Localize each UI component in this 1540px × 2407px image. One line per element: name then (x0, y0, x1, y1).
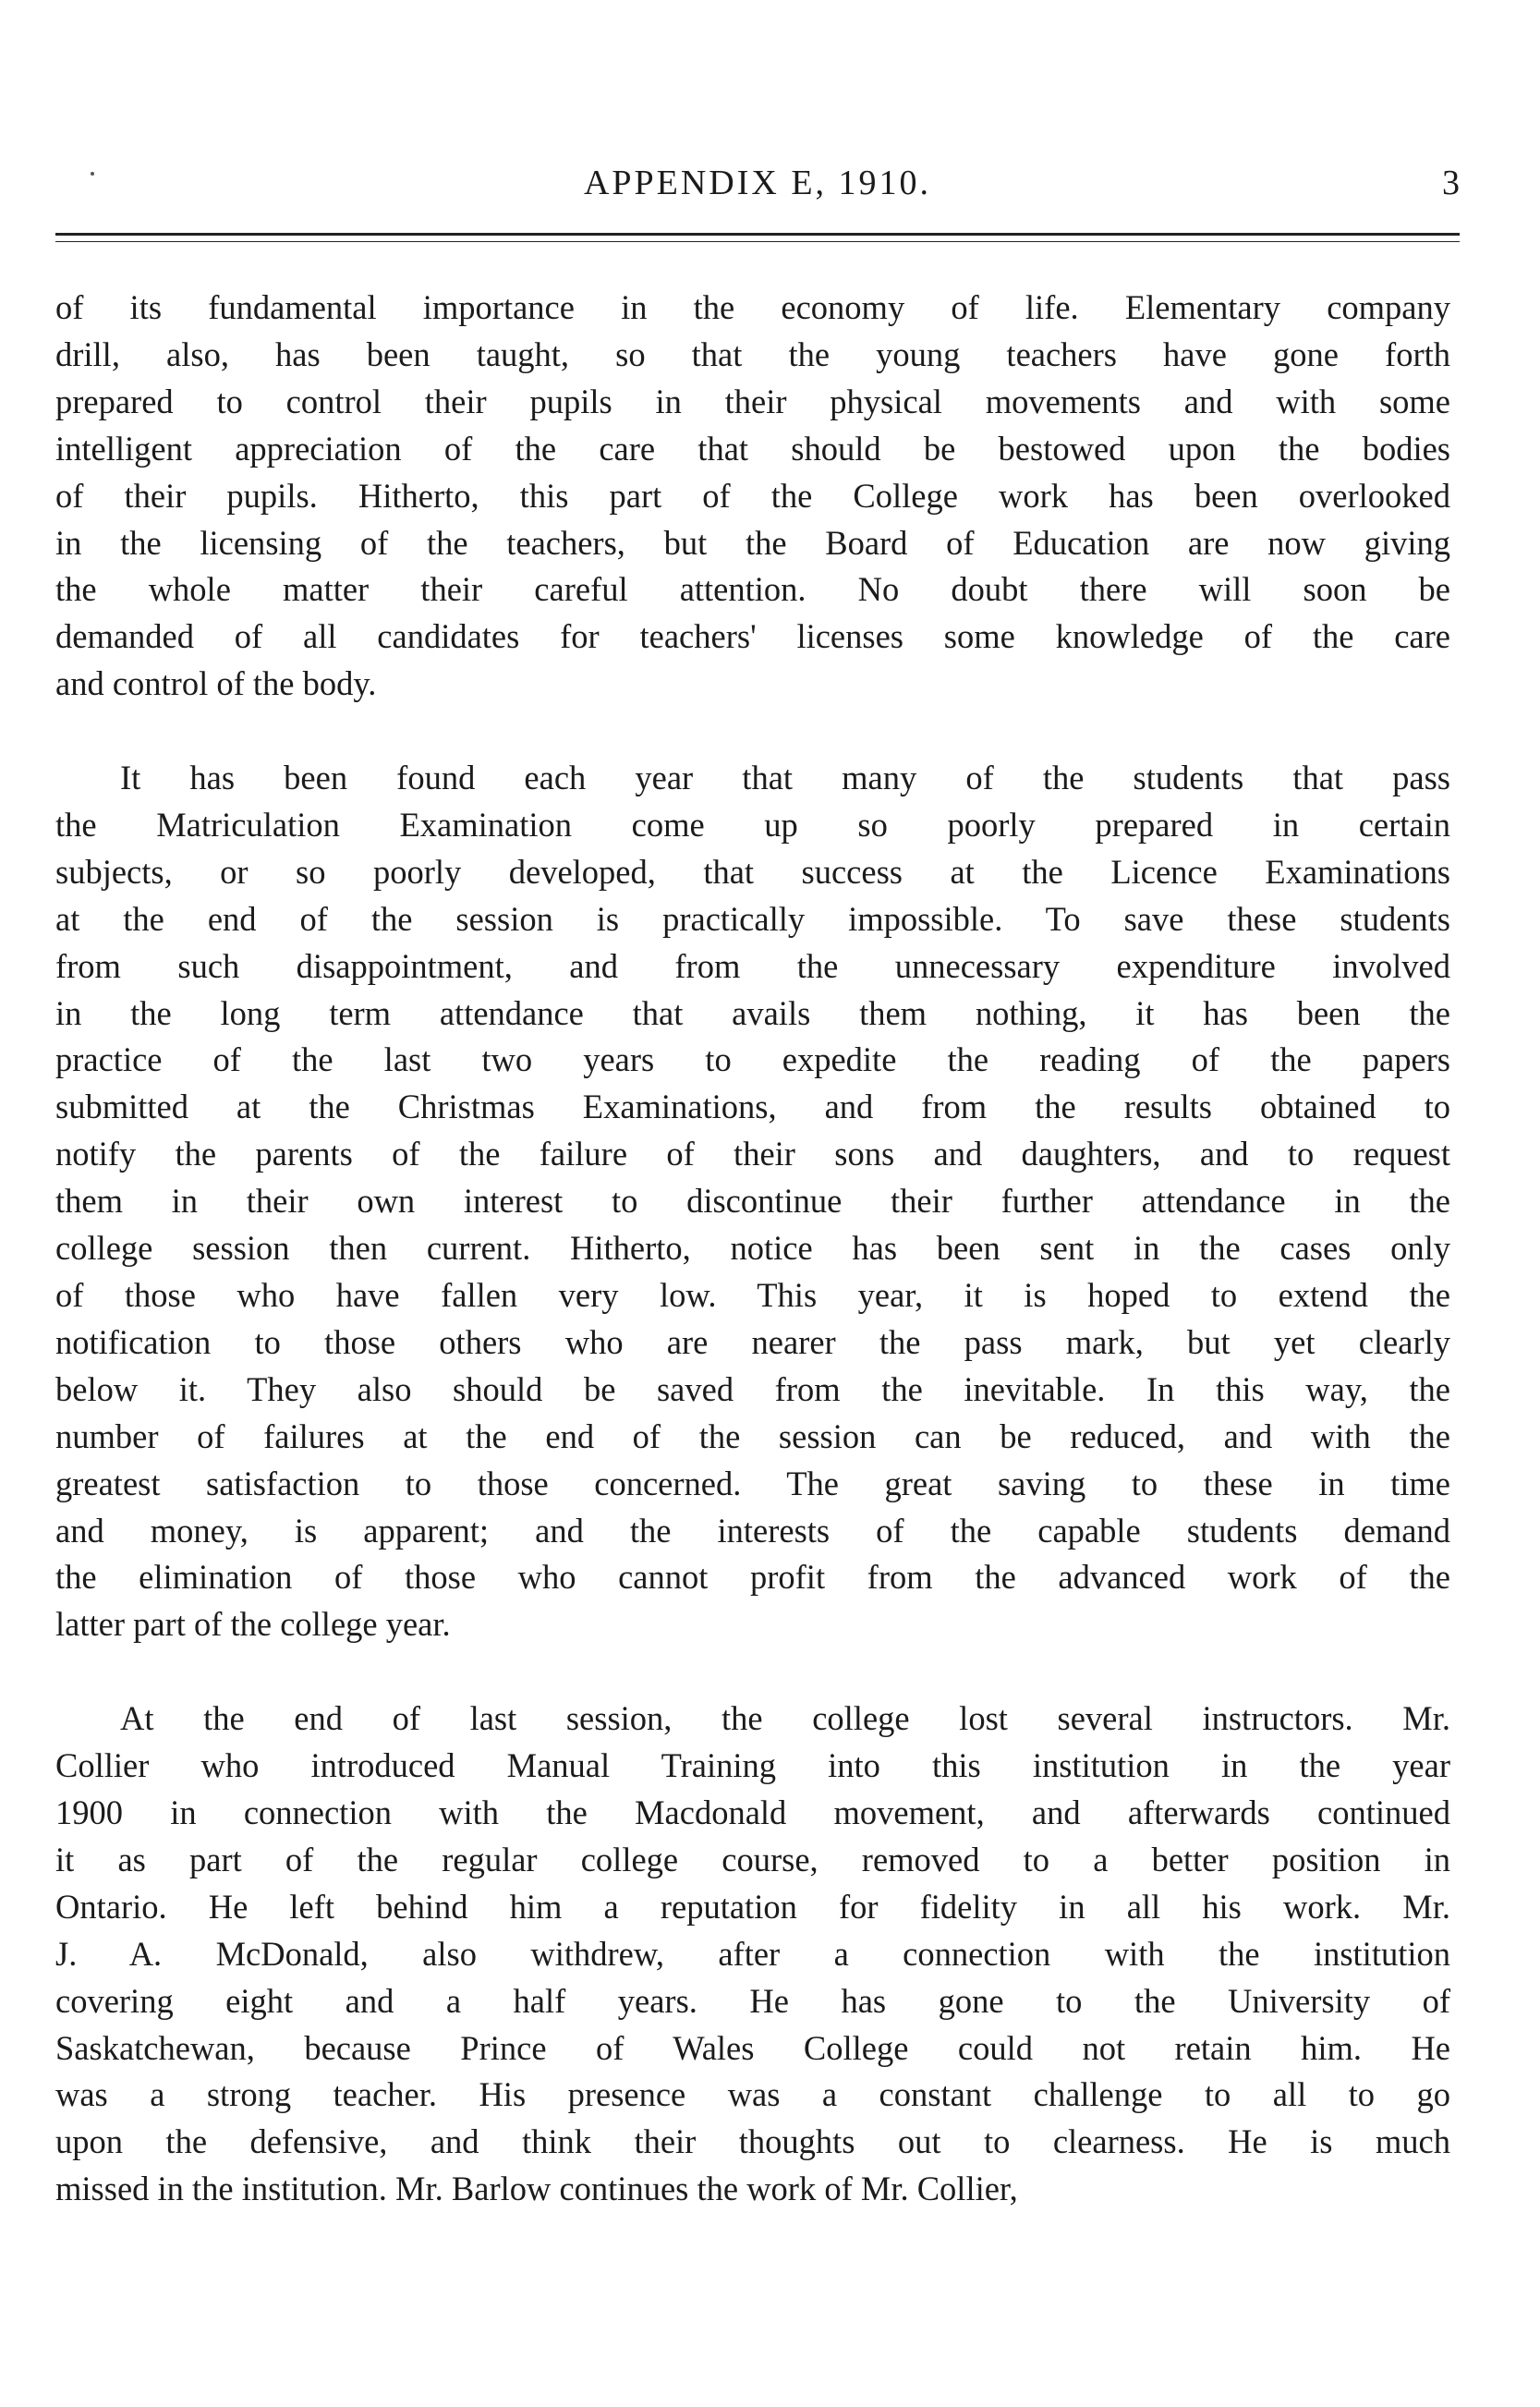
page-number: 3 (1442, 164, 1460, 202)
running-title: APPENDIX E, 1910. (583, 164, 932, 202)
body-text (55, 285, 1450, 2260)
text-line: upon the defensive, and think their thoughts out to clearness. He is much (55, 2122, 1450, 2161)
text-line: 1900 in connection with the Macdonald movement, and afterwards continued (55, 1793, 1450, 1831)
text-line: Saskatchewan, because Prince of Wales College could not retain him. He (55, 2028, 1450, 2067)
text-line: in the licensing of the teachers, but the Board of Education are now giving (55, 523, 1450, 562)
text-line: Collier who introduced Manual Training into this institution in the year (55, 1746, 1450, 1785)
text-line: in the long term attendance that avails them nothing, it has been the (55, 993, 1450, 1032)
text-line: subjects, or so poorly developed, that success at the Licence Examinations (55, 852, 1450, 891)
text-line: notification to those others who are nearer the pass mark, but yet clearly (55, 1322, 1450, 1361)
text-line: the Matriculation Examination come up so poorly prepared in certain (55, 805, 1450, 844)
text-line: and control of the body. (55, 664, 377, 703)
running-head (55, 163, 1460, 209)
text-line: missed in the institution. Mr. Barlow continues the work of Mr. Collier, (55, 2170, 1018, 2208)
text-line: greatest satisfaction to those concerned. The great saving to these in time (55, 1464, 1450, 1502)
text-line: notify the parents of the failure of their sons and daughters, and to request (55, 1135, 1450, 1173)
text-line: college session then current. Hitherto, notice has been sent in the cases only (55, 1229, 1450, 1268)
header-rule-thick (55, 233, 1460, 236)
text-line: the whole matter their careful attention. No doubt there will soon be (55, 570, 1450, 609)
text-line: from such disappointment, and from the unnecessary expenditure involved (55, 946, 1450, 985)
text-line: latter part of the college year. (55, 1605, 451, 1644)
text-line: below it. They also should be saved from the inevitable. In this way, the (55, 1369, 1450, 1408)
text-line: at the end of the session is practically impossible. To save these students (55, 899, 1450, 938)
text-line: submitted at the Christmas Examinations, and from the results obtained to (55, 1088, 1450, 1126)
text-line: of those who have fallen very low. This year, it is hoped to extend the (55, 1276, 1450, 1315)
text-line: prepared to control their pupils in their physical movements and with some (55, 382, 1450, 420)
text-line: practice of the last two years to expedite the reading of the papers (55, 1040, 1450, 1079)
text-line: was a strong teacher. His presence was a constant challenge to all to go (55, 2075, 1450, 2114)
text-line: covering eight and a half years. He has gone to the University of (55, 1981, 1450, 2020)
paragraph (55, 755, 1450, 1648)
text-line: the elimination of those who cannot profit from the advanced work of the (55, 1558, 1450, 1597)
text-line: Ontario. He left behind him a reputation for fidelity in all his work. Mr. (55, 1887, 1450, 1926)
text-line: It has been found each year that many of the students that pass (120, 759, 1450, 797)
text-line: of its fundamental importance in the economy of life. Elementary company (55, 288, 1450, 326)
text-line: intelligent appreciation of the care that should be bestowed upon the bodies (55, 429, 1450, 468)
text-line: J. A. McDonald, also withdrew, after a connection with the institution (55, 1934, 1450, 1973)
text-line: number of failures at the end of the session can be reduced, and with the (55, 1416, 1450, 1455)
text-line: and money, is apparent; and the interests of the capable students demand (55, 1511, 1450, 1550)
text-line: of their pupils. Hitherto, this part of the College work has been overlooked (55, 476, 1450, 515)
text-line: them in their own interest to discontinue their further attendance in the (55, 1182, 1450, 1221)
text-line: it as part of the regular college course, removed to a better position in (55, 1840, 1450, 1878)
paragraph (55, 285, 1450, 708)
text-line: drill, also, has been taught, so that the young teachers have gone forth (55, 334, 1450, 373)
header-rule-thin (55, 241, 1460, 242)
text-line: demanded of all candidates for teachers' licenses some knowledge of the care (55, 617, 1450, 656)
paragraph (55, 1696, 1450, 2213)
text-line: At the end of last session, the college lost several instructors. Mr. (120, 1699, 1450, 1738)
